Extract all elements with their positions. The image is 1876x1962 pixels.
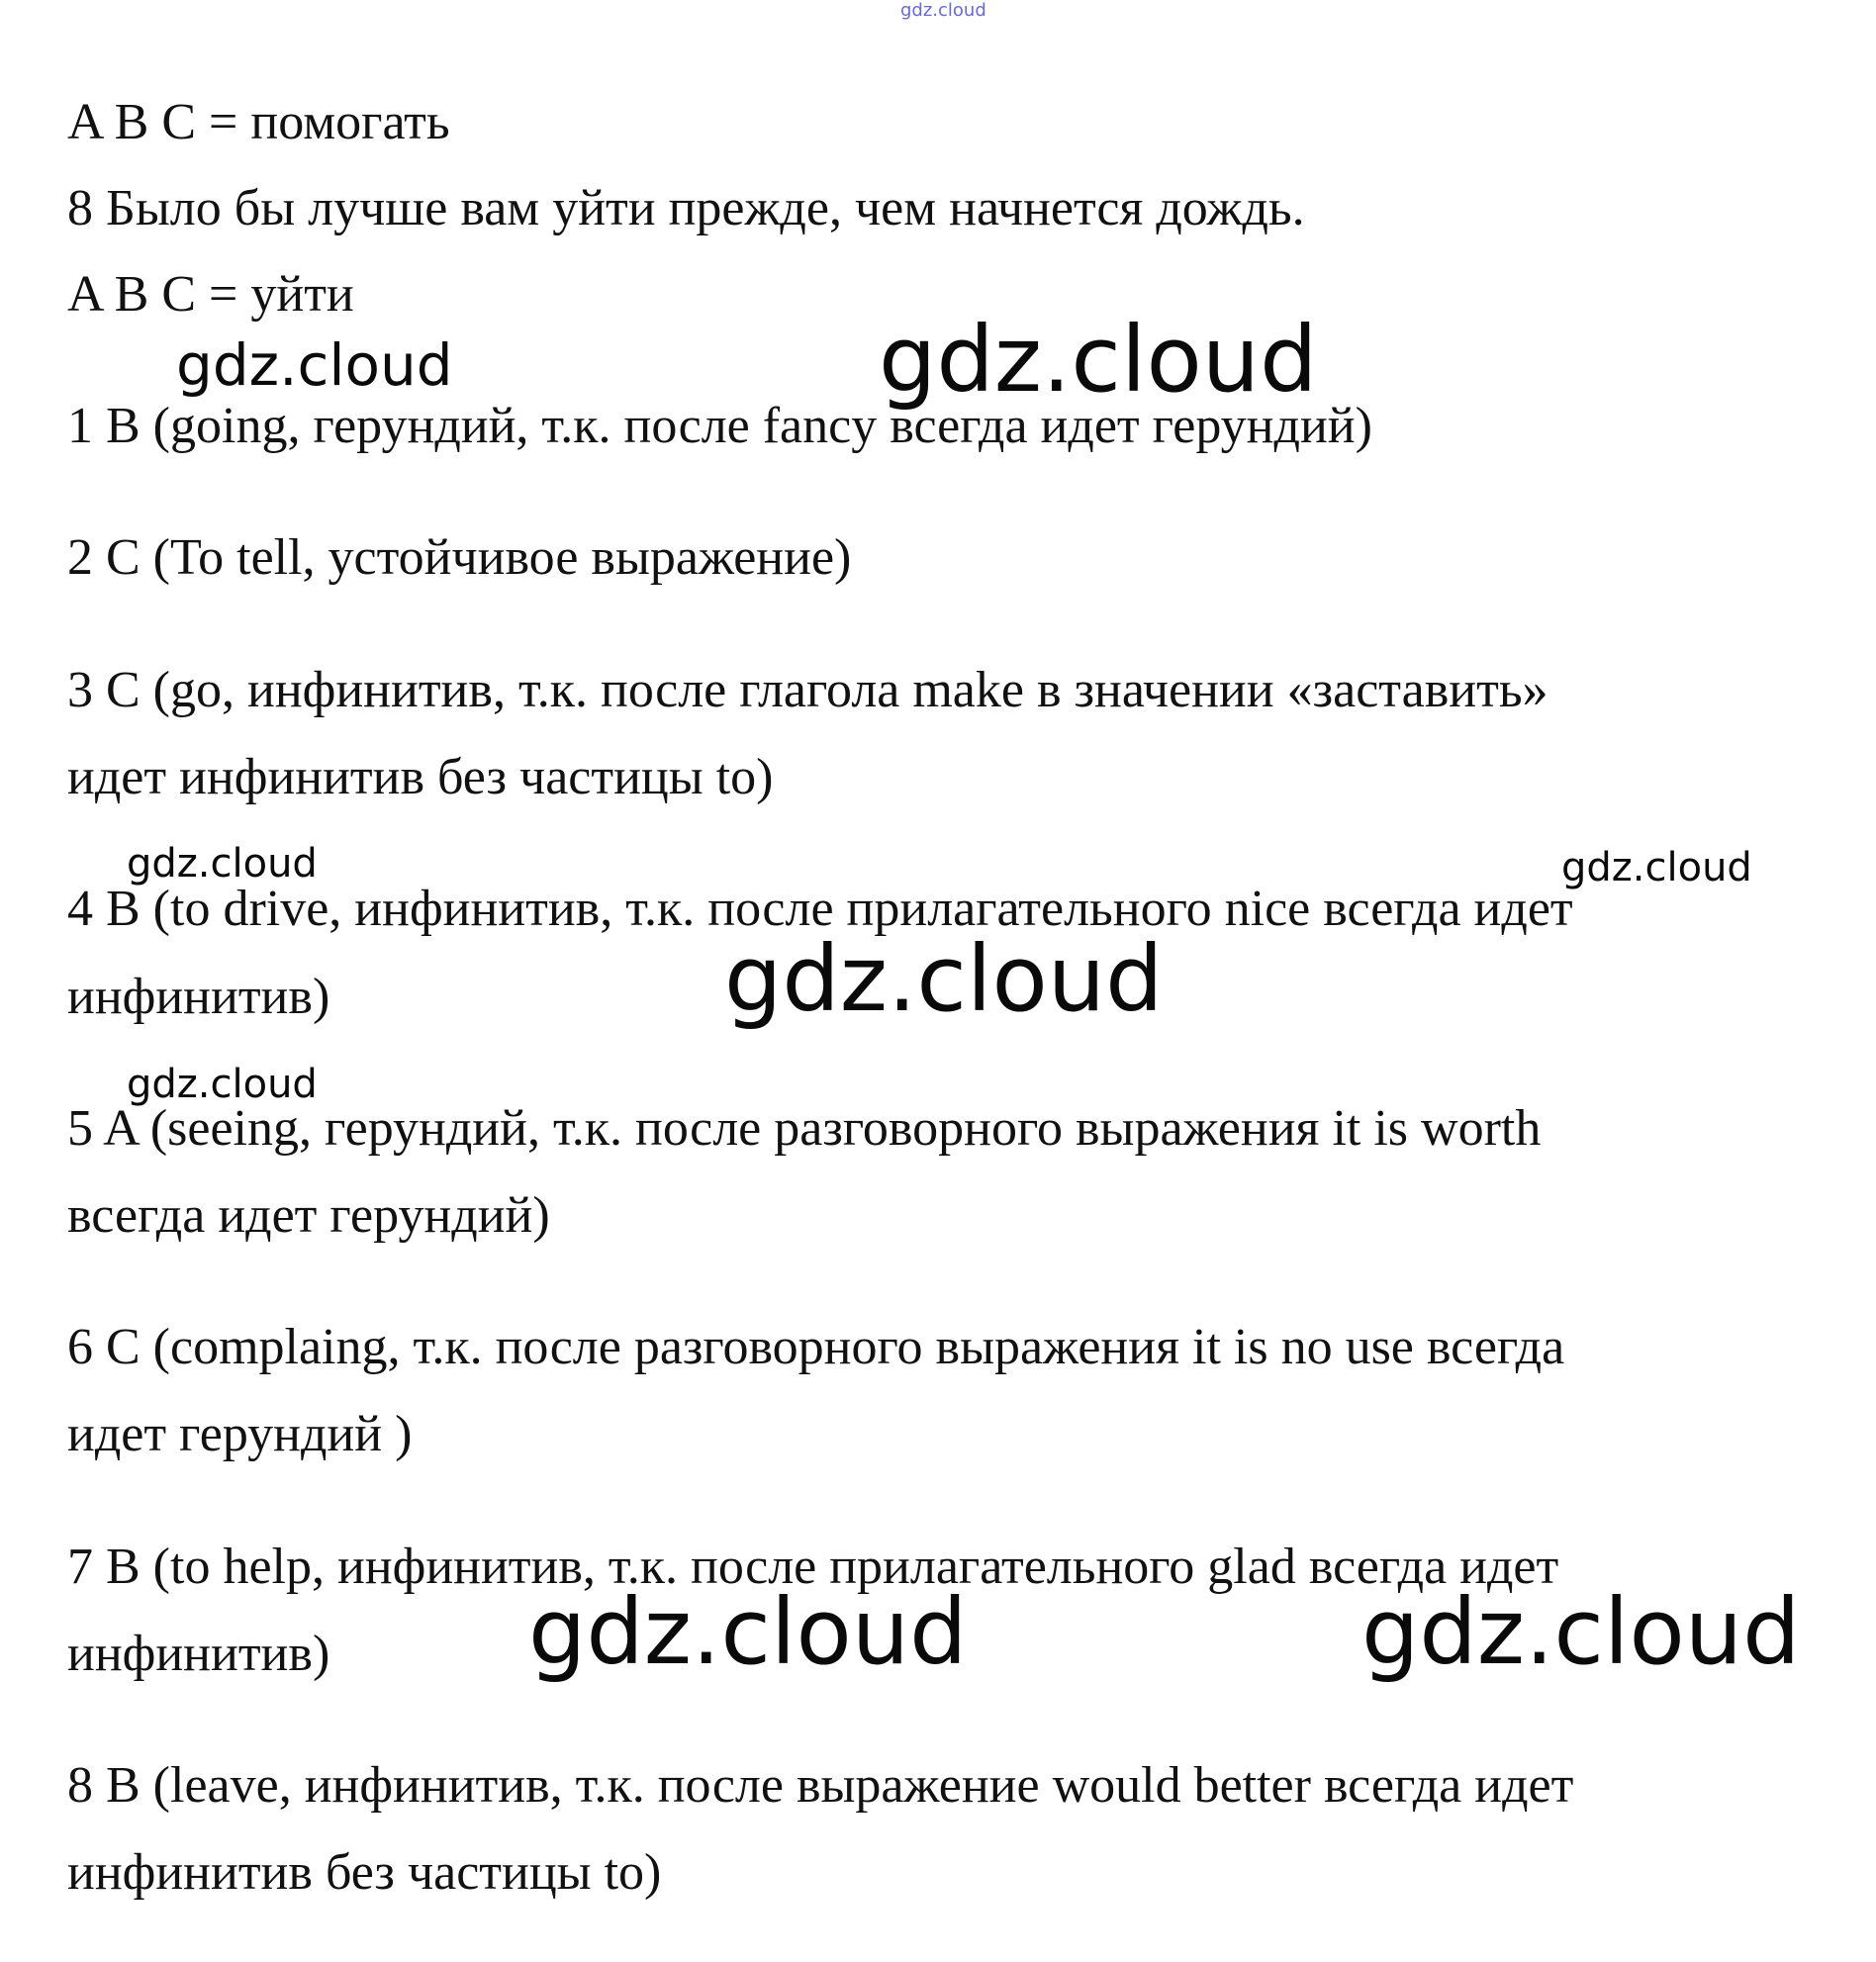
text-line: 7 B (to help, инфинитив, т.к. после прилагательного glad всегда идет xyxy=(67,1539,1559,1595)
text-line: инфинитив) xyxy=(67,1626,330,1682)
watermark-top: gdz.cloud xyxy=(900,0,986,21)
text-line: всегда идет герундий) xyxy=(67,1187,550,1244)
text-line: инфинитив) xyxy=(67,969,330,1025)
watermark: gdz.cloud xyxy=(724,926,1164,1032)
text-line: 8 B (leave, инфинитив, т.к. после выражение would better всегда идет xyxy=(67,1757,1574,1814)
text-line: A B C = помогать xyxy=(67,94,450,150)
watermark: gdz.cloud xyxy=(1361,1579,1801,1685)
text-line: 6 C (complaing, т.к. после разговорного выражения it is no use всегда xyxy=(67,1319,1565,1375)
watermark: gdz.cloud xyxy=(176,331,453,399)
watermark: gdz.cloud xyxy=(1561,845,1752,890)
watermark: gdz.cloud xyxy=(528,1579,968,1685)
text-line: 2 C (To tell, устойчивое выражение) xyxy=(67,529,852,586)
text-line: 5 A (seeing, герундий, т.к. после разговорного выражения it is worth xyxy=(67,1100,1542,1157)
watermark: gdz.cloud xyxy=(127,841,318,887)
text-line: A B C = уйти xyxy=(67,266,354,323)
text-line: 3 C (go, инфинитив, т.к. после глагола make в значении «заставить» xyxy=(67,662,1548,718)
text-line: 1 B (going, герундий, т.к. после fancy всегда идет герундий) xyxy=(67,398,1372,454)
text-line: 8 Было бы лучше вам уйти прежде, чем начнется дождь. xyxy=(67,180,1305,236)
text-line: инфинитив без частицы to) xyxy=(67,1844,662,1901)
watermark: gdz.cloud xyxy=(127,1062,318,1107)
text-line: 4 B (to drive, инфинитив, т.к. после прилагательного nice всегда идет xyxy=(67,881,1573,937)
watermark: gdz.cloud xyxy=(879,307,1318,413)
text-line: идет герундий ) xyxy=(67,1406,413,1462)
text-line: идет инфинитив без частицы to) xyxy=(67,749,774,805)
